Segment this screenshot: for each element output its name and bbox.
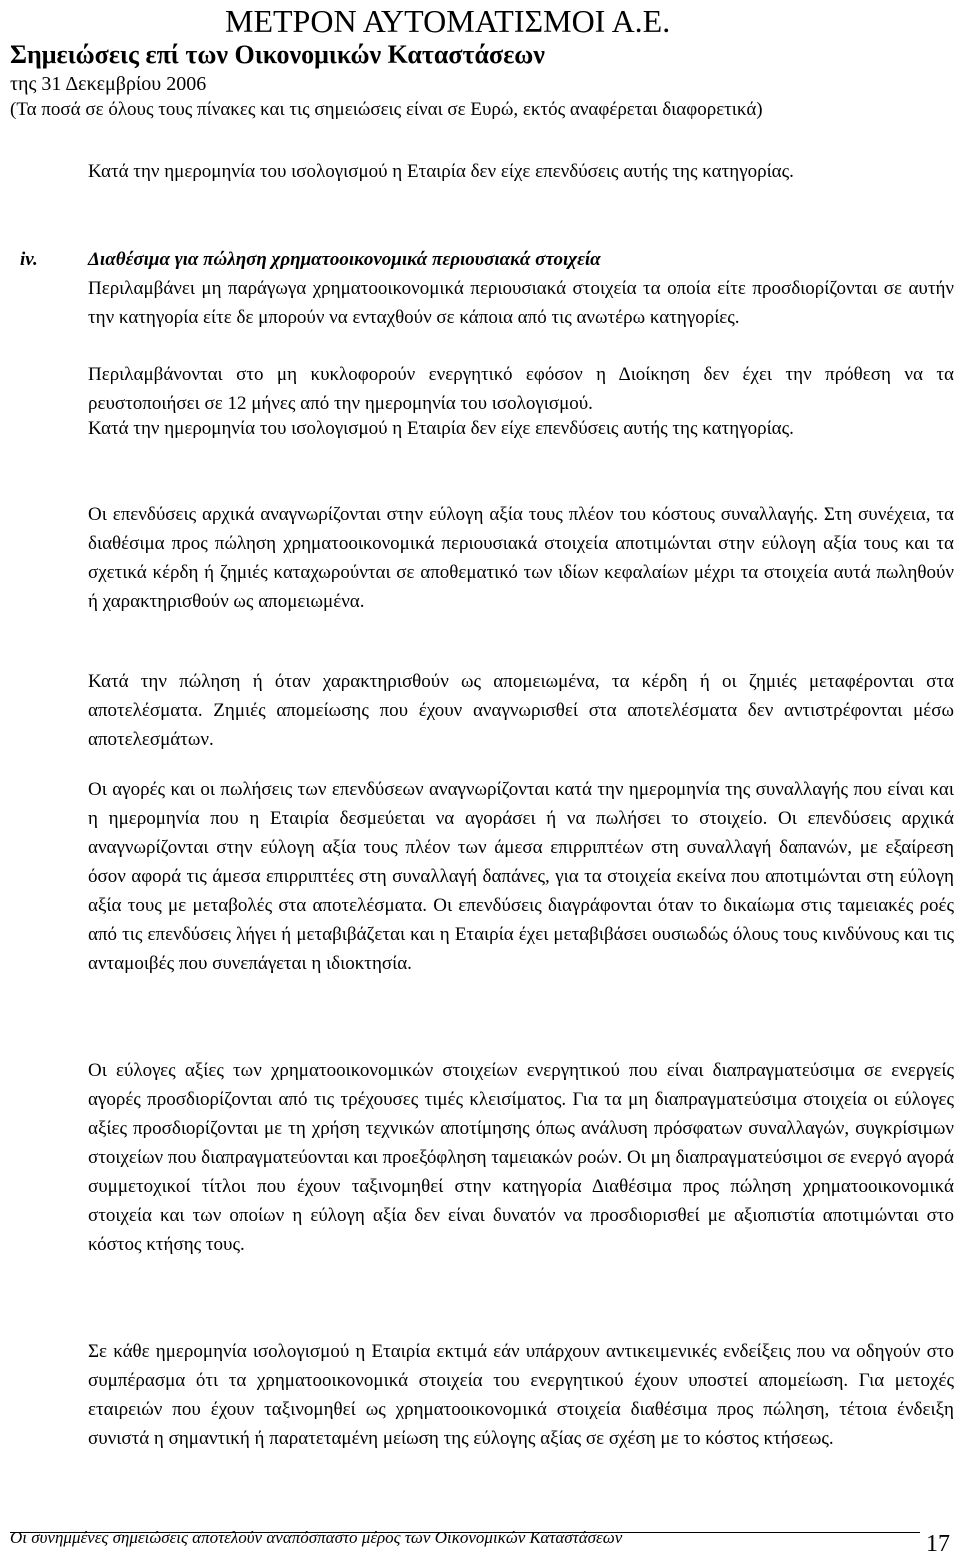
section-number: iv. — [20, 249, 38, 270]
statement-date: της 31 Δεκεμβρίου 2006 — [10, 73, 207, 95]
paragraph-5: Κατά την πώληση ή όταν χαρακτηρισθούν ως απομειωμένα, τα κέρδη ή οι ζημιές μεταφέρονται στα αποτελέσματα. Ζημιές απομείωσης που έχουν αναγνωρισθεί στα αποτελέσματα δεν αντιστρέφονται μέσω αποτελεσμάτων. — [88, 671, 954, 750]
paragraph-2: Περιλαμβάνονται στο μη κυκλοφορούν ενεργητικό εφόσον η Διοίκηση δεν έχει την πρόθεση να τα ρευστοποιήσει σε 12 μήνες από την ημερομηνία του ισολογισμού. — [88, 364, 954, 414]
currency-note: (Τα ποσά σε όλους τους πίνακες και τις σημειώσεις είναι σε Ευρώ, εκτός αναφέρεται διαφορετικά) — [10, 99, 763, 120]
section-heading: Διαθέσιμα για πώληση χρηματοοικονομικά περιουσιακά στοιχεία — [88, 249, 601, 270]
paragraph-7: Οι εύλογες αξίες των χρηματοοικονομικών στοιχείων ενεργητικού που είναι διαπραγματεύσιμα σε ενεργείς αγορές προσδιορίζονται από τις τρέχουσες τιμές κλεισίματος. Για τα μη διαπραγματεύσιμα στοιχεία οι εύλογες αξίες προσδιορίζονται με τη χρήση τεχνικών αποτίμησης όπως ανάλυση πρόσφατων συναλλαγών, συγκρίσιμων στοιχείων που διαπραγματεύονται και προεξόφληση ταμειακών ροών. Οι μη διαπραγματεύσιμοι σε ενεργό αγορά συμμετοχικοί τίτλοι που έχουν ταξινομηθεί στην κατηγορία Διαθέσιμα προς πώληση χρηματοοικονομικά στοιχεία και των οποίων η εύλογη αξία δεν είναι δυνατόν να προσδιορισθεί με αξιοπιστία αποτιμώνται στο κόστος κτήσης τους. — [88, 1060, 954, 1255]
paragraph-4: Οι επενδύσεις αρχικά αναγνωρίζονται στην εύλογη αξία τους πλέον του κόστους συναλλαγής. Στη συνέχεια, τα διαθέσιμα προς πώληση χρηματοοικονομικά περιουσιακά στοιχεία αποτιμώνται στην εύλογη αξία τους και τα σχετικά κέρδη ή ζημιές καταχωρούνται σε αποθεματικό των ιδίων κεφαλαίων μέχρι τα στοιχεία αυτά πωληθούν ή χαρακτηρισθούν ως απομειωμένα. — [88, 504, 954, 612]
company-name: ΜΕΤΡΟΝ ΑΥΤΟΜΑΤΙΣΜΟΙ Α.Ε. — [225, 3, 671, 39]
paragraph-3: Κατά την ημερομηνία του ισολογισμού η Εταιρία δεν είχε επενδύσεις αυτής της κατηγορίας. — [88, 418, 794, 439]
paragraph-8: Σε κάθε ημερομηνία ισολογισμού η Εταιρία εκτιμά εάν υπάρχουν αντικειμενικές ενδείξεις που να οδηγούν στο συμπέρασμα ότι τα χρηματοοικονομικά στοιχεία του ενεργητικού έχουν υποστεί απομείωση. Για μετοχές εταιρειών που έχουν ταξινομηθεί ως χρηματοοικονομικά στοιχεία διαθέσιμα προς πώληση, τέτοια ένδειξη συνιστά η σημαντική ή παρατεταμένη μείωση της εύλογης αξίας σε σχέση με το κόστος κτήσεως. — [88, 1341, 954, 1449]
page-number: 17 — [926, 1531, 950, 1557]
intro-paragraph: Κατά την ημερομηνία του ισολογισμού η Εταιρία δεν είχε επενδύσεις αυτής της κατηγορίας. — [88, 161, 794, 182]
paragraph-1: Περιλαμβάνει μη παράγωγα χρηματοοικονομικά περιουσιακά στοιχεία τα οποία είτε προσδιορίζονται σε αυτήν την κατηγορία είτε δε μπορούν να ενταχθούν σε κάποια από τις ανωτέρω κατηγορίες. — [88, 278, 954, 328]
footer-text: Οι συνημμένες σημειώσεις αποτελούν αναπόσπαστο μέρος των Οικονομικών Καταστάσεων — [10, 1528, 623, 1547]
paragraph-6: Οι αγορές και οι πωλήσεις των επενδύσεων αναγνωρίζονται κατά την ημερομηνία της συναλλαγής που είναι και η ημερομηνία που η Εταιρία δεσμεύεται να αγοράσει ή να πωλήσει το στοιχείο. Οι επενδύσεις αρχικά αναγνωρίζονται στην εύλογη αξία τους πλέον των άμεσα επιρριπτέων στη συναλλαγή δαπανών, με εξαίρεση όσον αφορά τις άμεσα επιρριπτέες στη συναλλαγή δαπάνες, για τα στοιχεία εκείνα που αποτιμώνται στη εύλογη αξία τους με μεταβολές στα αποτελέσματα. Οι επενδύσεις διαγράφονται όταν το δικαίωμα στις ταμειακές ροές από τις επενδύσεις λήγει ή μεταβιβάζεται και η Εταιρία έχει μεταβιβάσει ουσιωδώς όλους τους κινδύνους και τις ανταμοιβές που συνεπάγεται η ιδιοκτησία. — [88, 779, 954, 974]
document-subtitle: Σημειώσεις επί των Οικονομικών Καταστάσεων — [10, 40, 545, 69]
